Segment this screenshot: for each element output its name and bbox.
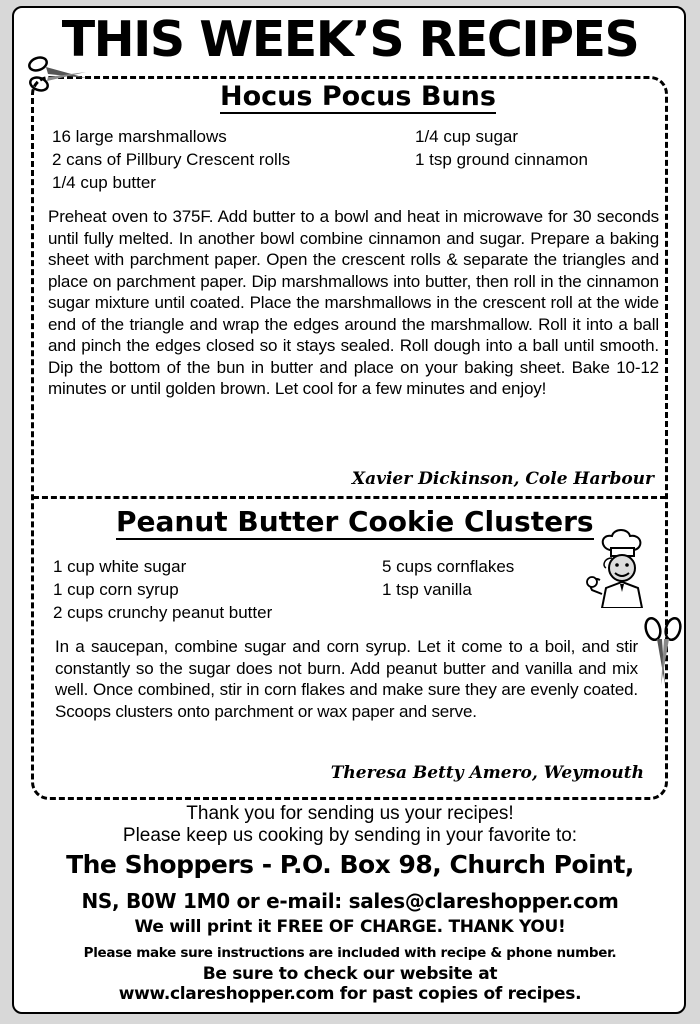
- ingredient-list: [382, 555, 514, 601]
- recipe-instructions: In a saucepan, combine sugar and corn syrup. Let it come to a boil, and stir constantly so the sugar does not burn. Add peanut butter and vanilla and mix well. Once combined, stir in corn flakes and make sure they are evenly coated. Scoops clusters onto parchment or wax paper and serve.: [55, 637, 638, 721]
- footer-website-link: www.clareshopper.com for past copies of recipes.: [118, 984, 582, 1004]
- ingredient-item: 16 large marshmallows: [52, 127, 227, 146]
- recipe-credit: Xavier Dickinson, Cole Harbour: [351, 469, 654, 489]
- scissors-icon: [26, 52, 88, 98]
- footer-free-notice: We will print it FREE OF CHARGE. THANK YOU!: [134, 917, 566, 937]
- recipe-divider: [33, 496, 666, 499]
- ingredient-item: 1 cup white sugar: [53, 557, 187, 576]
- footer-address-email: NS, B0W 1M0 or e-mail: sales@clareshopper.com: [81, 889, 619, 913]
- ingredient-list: [415, 125, 588, 171]
- ingredient-list: [52, 125, 290, 194]
- footer-instructions-note: Please make sure instructions are included with recipe & phone number.: [83, 945, 617, 961]
- chef-icon: [582, 528, 660, 608]
- ingredient-item: 2 cans of Pillbury Crescent rolls: [52, 150, 291, 169]
- footer-thanks: Thank you for sending us your recipes!: [186, 803, 514, 824]
- recipe-title: Peanut Butter Cookie Clusters: [116, 505, 594, 538]
- page-title: THIS WEEK’S RECIPES: [61, 11, 639, 68]
- recipe-instructions: Preheat oven to 375F. Add butter to a bowl and heat in microwave for 30 seconds until fully melted. In another bowl combine cinnamon and sugar. Prepare a baking sheet with parchment paper. Open the crescent rolls & separate the triangles and place on parchment paper. Dip marshmallows into butter, then roll in the cinnamon sugar mixture until coated. Place the marshmallows in the crescent roll at the wide end of the triangle and wrap the edges around the marshmallow. Roll it into a ball and pinch the edges closed so it stays sealed. Roll dough into a ball until smooth. Dip the bottom of the bun in butter and place on your baking sheet. Bake 10-12 minutes or until golden brown. Let cool for a few minutes and enjoy!: [48, 207, 659, 398]
- ingredient-item: 5 cups cornflakes: [382, 557, 515, 576]
- ingredient-item: 1 cup corn syrup: [53, 580, 179, 599]
- recipe-title: Hocus Pocus Buns: [220, 81, 496, 112]
- ingredient-list: [53, 555, 272, 624]
- footer-website-note: Be sure to check our website at: [202, 964, 498, 984]
- ingredient-item: 1/4 cup sugar: [415, 127, 519, 146]
- ingredient-item: 1 tsp ground cinnamon: [415, 150, 588, 169]
- ingredient-item: 2 cups crunchy peanut butter: [53, 603, 273, 622]
- scissors-icon: [640, 615, 686, 687]
- recipe-credit: Theresa Betty Amero, Weymouth: [330, 763, 644, 783]
- footer-address: The Shoppers - P.O. Box 98, Church Point,: [66, 850, 634, 879]
- ingredient-item: 1 tsp vanilla: [382, 580, 472, 599]
- ingredient-item: 1/4 cup butter: [52, 173, 156, 192]
- footer-invite: Please keep us cooking by sending in your favorite to:: [122, 825, 578, 846]
